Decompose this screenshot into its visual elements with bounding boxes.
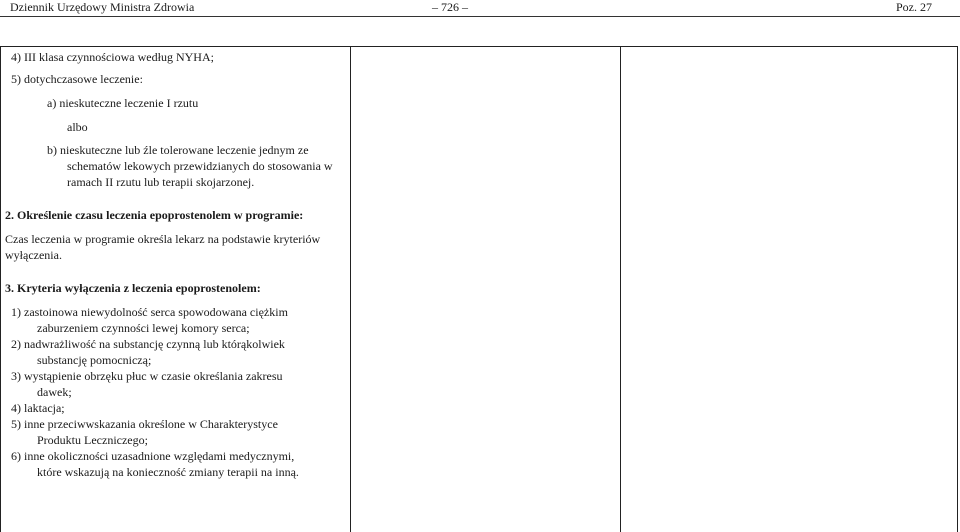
exclusion-1-line1: 1) zastoinowa niewydolność serca spowodowana ciężkim — [11, 305, 288, 319]
exclusion-2-line2: substancję pomocniczą; — [37, 353, 152, 367]
subitem-b-line2: schematów lekowych przewidzianych do stosowania w — [67, 159, 333, 173]
exclusion-4: 4) laktacja; — [11, 401, 65, 415]
column-divider-2 — [620, 47, 621, 532]
item-nyha: 4) III klasa czynnościowa według NYHA; — [11, 50, 214, 64]
header-rule — [0, 16, 960, 17]
exclusion-5-line2: Produktu Leczniczego; — [37, 433, 148, 447]
program-table — [0, 46, 958, 532]
exclusion-3-line1: 3) wystąpienie obrzęku płuc w czasie określania zakresu — [11, 369, 283, 383]
page-number: – 726 – — [432, 0, 468, 14]
exclusion-6-line2: które wskazują na konieczność zmiany terapii na inną. — [37, 465, 299, 479]
subitem-b-line3: ramach II rzutu lub terapii skojarzonej. — [67, 175, 255, 189]
position-number: Poz. 27 — [896, 0, 932, 14]
section-2-text-line2: wyłączenia. — [5, 248, 62, 262]
page-header — [0, 0, 960, 16]
subitem-b-line1: b) nieskuteczne lub źle tolerowane leczenie jednym ze — [47, 143, 309, 157]
section-2-heading: 2. Określenie czasu leczenia epoprostenolem w programie: — [5, 208, 304, 222]
item-previous-treatment: 5) dotychczasowe leczenie: — [11, 72, 143, 86]
subitem-a: a) nieskuteczne leczenie I rzutu — [47, 96, 199, 110]
exclusion-6-line1: 6) inne okoliczności uzasadnione względami medycznymi, — [11, 449, 295, 463]
exclusion-5-line1: 5) inne przeciwwskazania określone w Charakterystyce — [11, 417, 278, 431]
exclusion-3-line2: dawek; — [37, 385, 72, 399]
journal-title: Dziennik Urzędowy Ministra Zdrowia — [10, 0, 195, 14]
conjunction-albo: albo — [67, 120, 88, 134]
exclusion-2-line1: 2) nadwrażliwość na substancję czynną lub którąkolwiek — [11, 337, 285, 351]
section-2-text-line1: Czas leczenia w programie określa lekarz na podstawie kryteriów — [5, 232, 321, 246]
exclusion-1-line2: zaburzeniem czynności lewej komory serca; — [37, 321, 250, 335]
column-divider-1 — [350, 47, 351, 532]
section-3-heading: 3. Kryteria wyłączenia z leczenia epoprostenolem: — [5, 281, 261, 295]
